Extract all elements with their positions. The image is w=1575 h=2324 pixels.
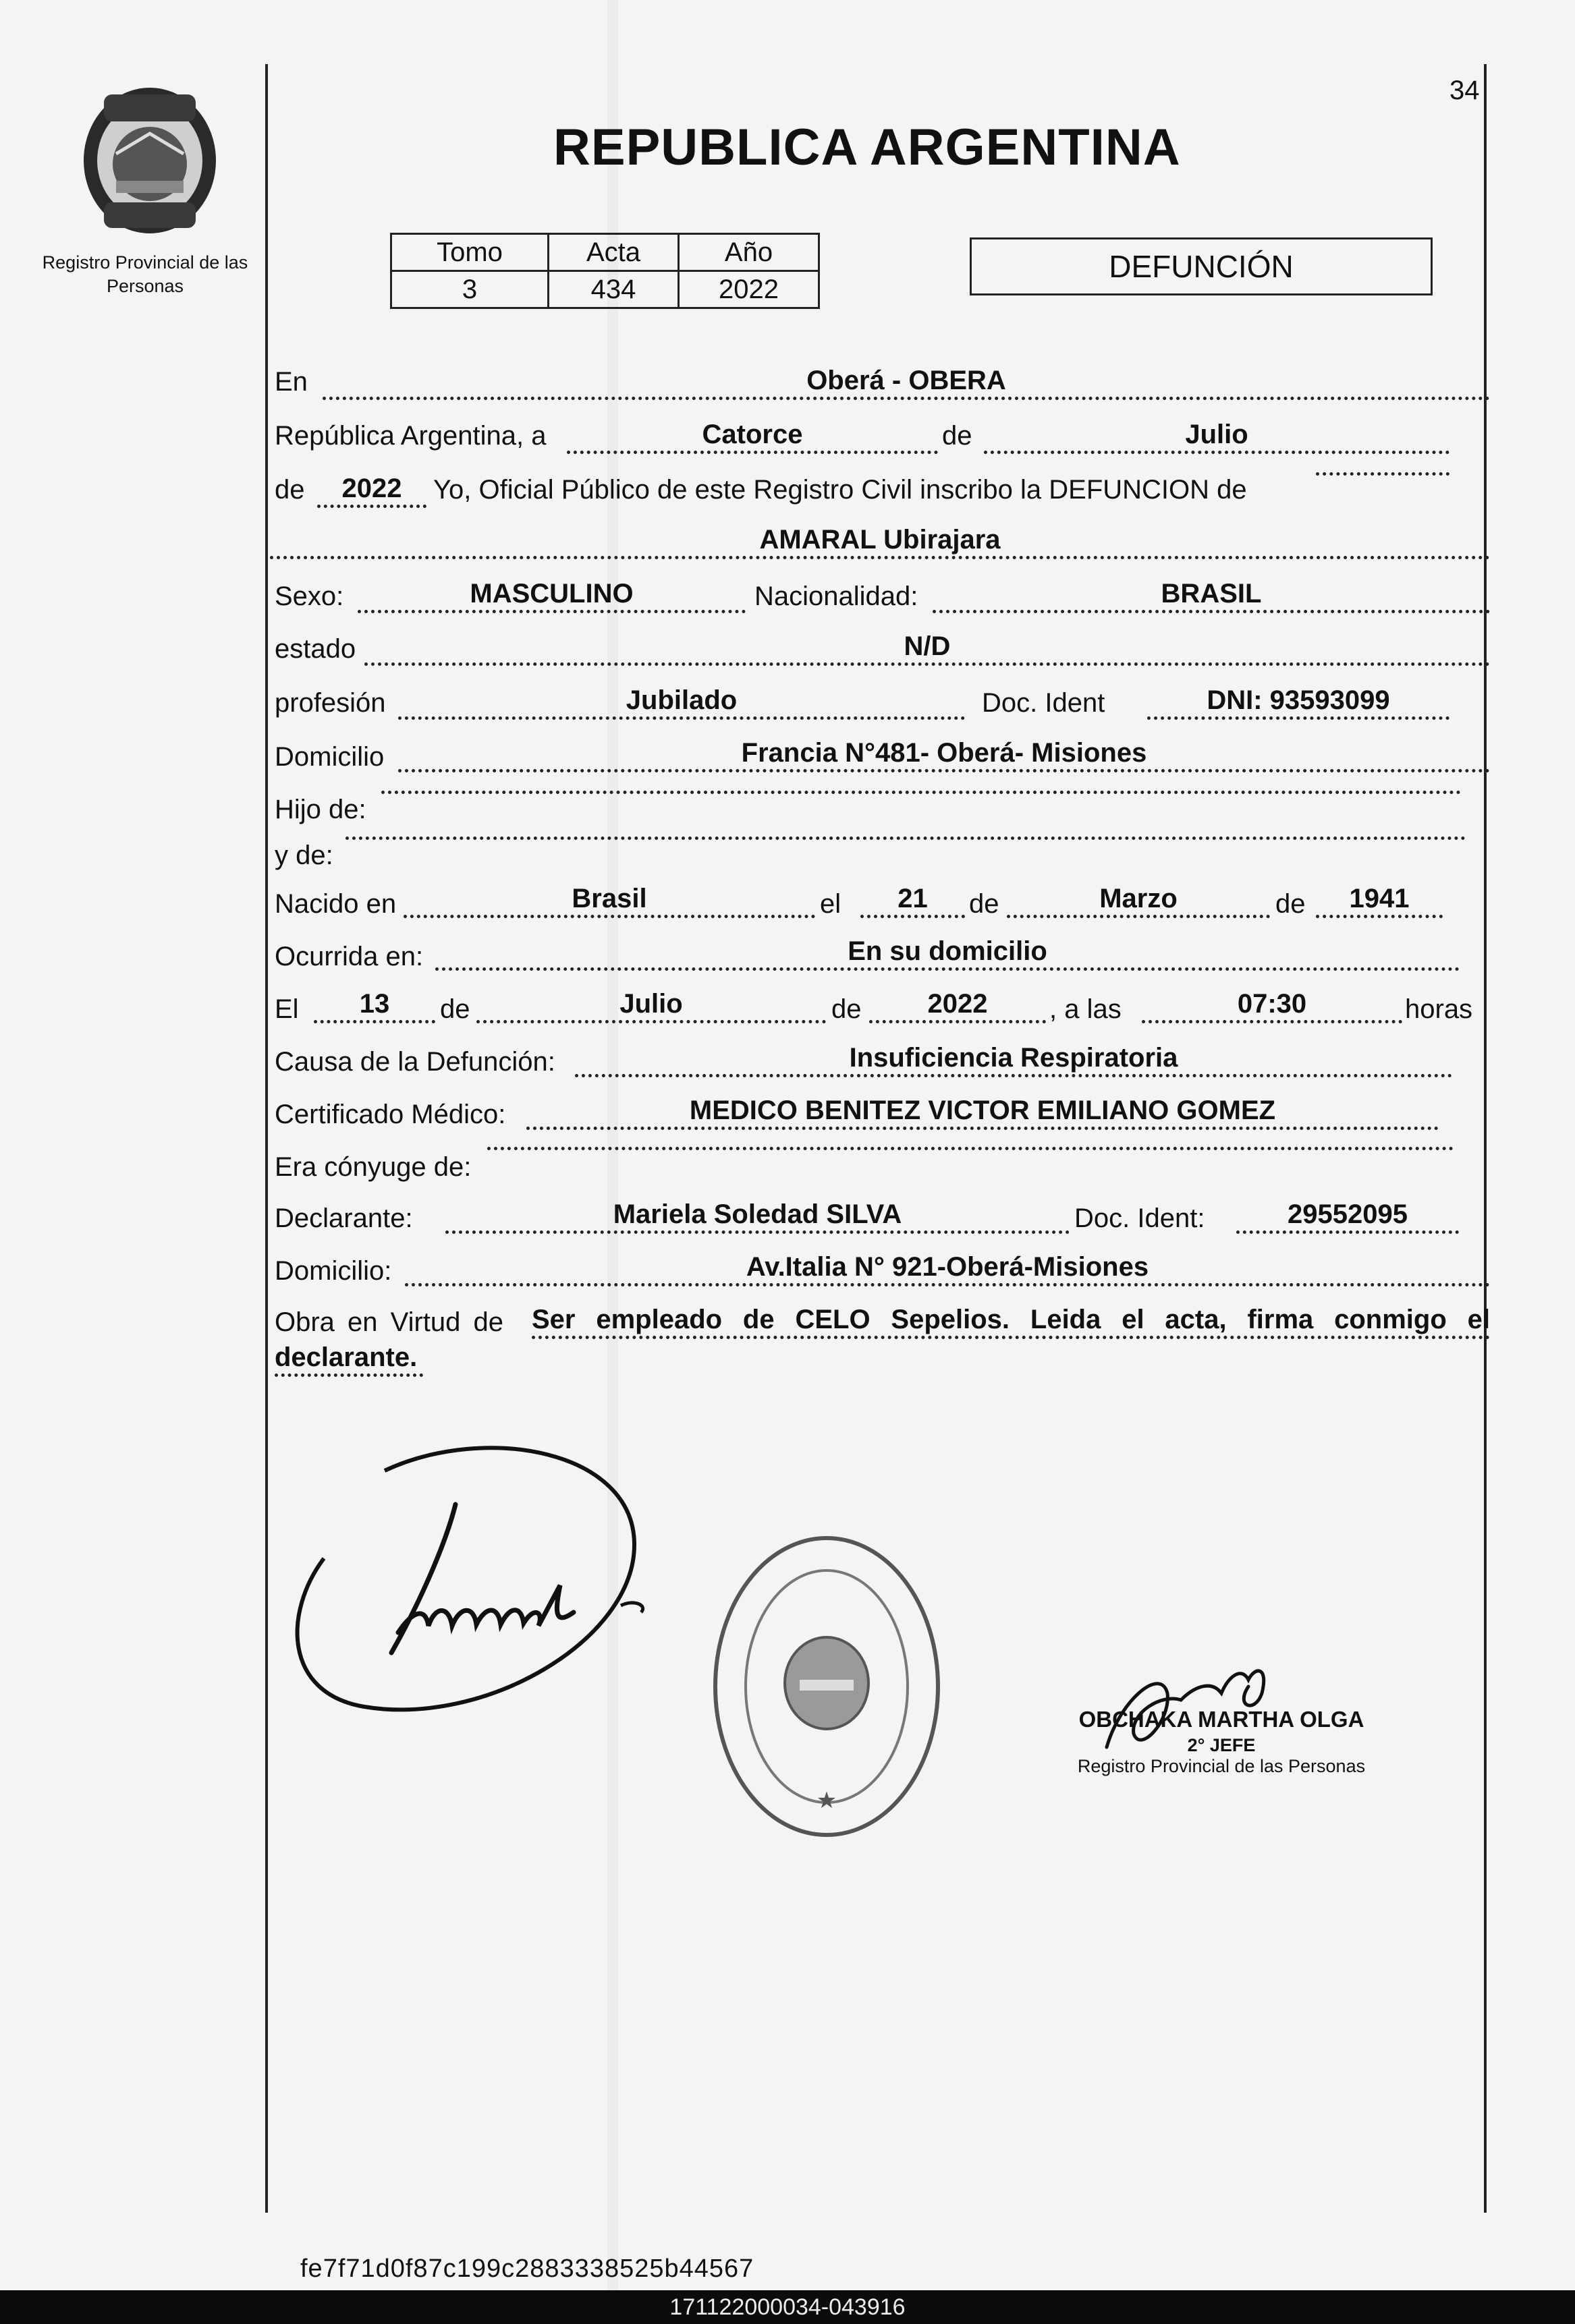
value-day-words: Catorce — [567, 418, 938, 454]
label-hijo-de: Hijo de: — [275, 795, 366, 824]
label-nacionalidad: Nacionalidad: — [754, 582, 918, 611]
value-death-year: 2022 — [869, 988, 1046, 1023]
label-inscribe: Yo, Oficial Público de este Registro Civil inscribo la DEFUNCION de — [433, 475, 1247, 505]
label-de-birth-2: de — [1275, 889, 1306, 919]
official-organization: Registro Provincial de las Personas — [1077, 1756, 1366, 1776]
record-type-box: DEFUNCIÓN — [970, 237, 1433, 295]
value-document: DNI: 93593099 — [1147, 684, 1449, 720]
official-signature-block — [1032, 1707, 1410, 1777]
header-acta: Acta — [549, 234, 679, 271]
value-anio: 2022 — [679, 271, 819, 308]
label-horas: horas — [1405, 994, 1473, 1024]
blank-y-de — [346, 837, 1466, 840]
registry-name: Registro Provincial de las Personas — [42, 252, 248, 296]
value-birth-day: 21 — [860, 882, 965, 918]
blank-inscribe — [1316, 472, 1449, 476]
declarant-signature — [283, 1410, 661, 1727]
label-doc-ident-declarant: Doc. Ident: — [1074, 1203, 1205, 1233]
label-domicilio: Domicilio — [275, 742, 385, 772]
value-month: Julio — [984, 418, 1449, 454]
official-role: 2° JEFE — [1187, 1735, 1256, 1755]
label-conyuge: Era cónyuge de: — [275, 1152, 472, 1182]
value-profession: Jubilado — [398, 684, 965, 720]
value-birth-year: 1941 — [1316, 882, 1443, 918]
document-hash: fe7f71d0f87c199c2883338525b44567 — [300, 2255, 754, 2283]
label-de-death-1: de — [440, 994, 470, 1024]
label-ocurrida-en: Ocurrida en: — [275, 942, 424, 971]
label-a-las: , a las — [1049, 994, 1122, 1024]
label-domicilio-declarant: Domicilio: — [275, 1256, 392, 1286]
label-y-de: y de: — [275, 841, 333, 870]
label-el: El — [275, 994, 299, 1024]
value-civil-status: N/D — [364, 630, 1490, 666]
record-table — [390, 233, 820, 309]
value-declarant-doc: 29552095 — [1236, 1198, 1459, 1234]
value-acta: 434 — [549, 271, 679, 308]
footer-code: 171122000034-043916 — [669, 2294, 906, 2320]
label-certificado: Certificado Médico: — [275, 1100, 506, 1129]
value-tomo: 3 — [391, 271, 549, 308]
label-obra: Obra en Virtud de — [275, 1307, 504, 1337]
label-de-1: de — [942, 421, 972, 451]
svg-text:★: ★ — [816, 1788, 837, 1813]
label-el-birth: el — [820, 889, 841, 919]
value-reason-line1: Ser empleado de CELO Sepelios. Leida el acta, firma conmigo el — [532, 1303, 1490, 1339]
value-birth-month: Marzo — [1007, 882, 1270, 918]
value-death-month: Julio — [476, 988, 826, 1023]
value-place: Oberá - OBERA — [323, 364, 1490, 400]
header-anio: Año — [679, 234, 819, 271]
value-year: 2022 — [317, 472, 426, 508]
value-declarant: Mariela Soledad SILVA — [445, 1198, 1070, 1234]
header-tomo: Tomo — [391, 234, 549, 271]
value-address: Francia N°481- Oberá- Misiones — [398, 737, 1490, 772]
label-de-death-2: de — [831, 994, 862, 1024]
value-sex: MASCULINO — [358, 577, 746, 613]
label-de-2: de — [275, 475, 305, 505]
footer-code-bar — [0, 2290, 1575, 2324]
blank-hijo-de — [381, 791, 1461, 794]
value-doctor: MEDICO BENITEZ VICTOR EMILIANO GOMEZ — [526, 1094, 1439, 1130]
left-margin-line — [265, 64, 268, 2213]
paper-fold-shading — [607, 0, 618, 2290]
value-declarant-address: Av.Italia N° 921-Oberá-Misiones — [405, 1251, 1490, 1286]
label-estado: estado — [275, 634, 356, 664]
value-birth-place: Brasil — [404, 882, 815, 918]
blank-conyuge — [487, 1147, 1454, 1150]
label-de-birth-1: de — [969, 889, 999, 919]
provincia-misiones-seal — [76, 80, 224, 238]
label-en: En — [275, 367, 308, 397]
document-title: REPUBLICA ARGENTINA — [553, 119, 1181, 176]
value-nationality: BRASIL — [933, 577, 1490, 613]
value-deceased-name: AMARAL Ubirajara — [270, 523, 1490, 559]
value-reason-line2: declarante. — [275, 1341, 423, 1377]
label-profesion: profesión — [275, 688, 386, 718]
value-death-place: En su domicilio — [435, 935, 1460, 971]
label-republica: República Argentina, a — [275, 421, 547, 451]
label-doc-ident: Doc. Ident — [982, 688, 1105, 718]
label-declarante: Declarante: — [275, 1203, 413, 1233]
label-nacido-en: Nacido en — [275, 889, 397, 919]
label-causa: Causa de la Defunción: — [275, 1047, 555, 1077]
page-number: 34 — [1449, 76, 1480, 105]
value-cause: Insuficiencia Respiratoria — [575, 1042, 1452, 1077]
value-death-day: 13 — [314, 988, 435, 1023]
value-death-time: 07:30 — [1142, 988, 1402, 1023]
official-name: OBCHAKA MARTHA OLGA — [1078, 1707, 1364, 1732]
official-stamp — [709, 1531, 945, 1842]
label-sexo: Sexo: — [275, 582, 344, 611]
